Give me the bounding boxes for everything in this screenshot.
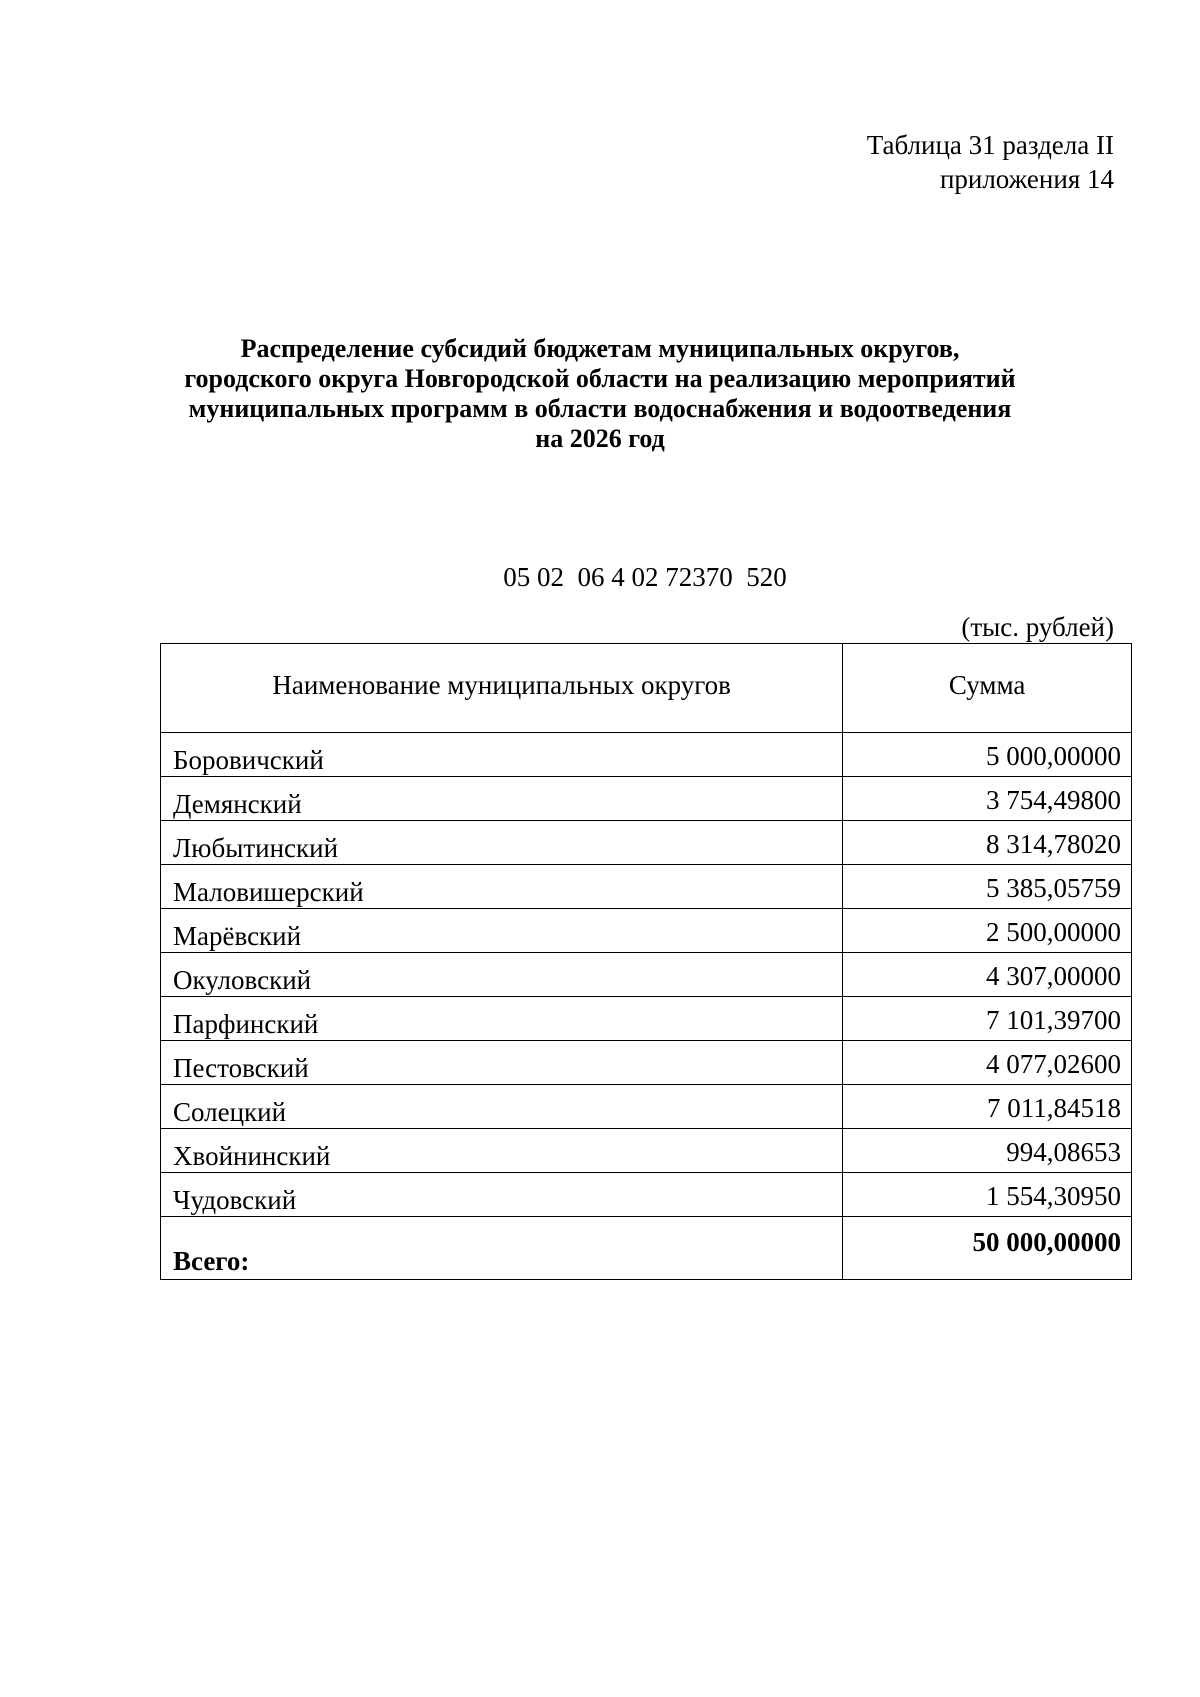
budget-code: 05 02 06 4 02 72370 520 — [503, 562, 787, 592]
district-name: Маловишерский — [161, 865, 843, 909]
district-name: Окуловский — [161, 953, 843, 997]
document-title — [150, 334, 1050, 454]
header-name: Наименование муниципальных округов — [161, 644, 843, 733]
district-sum: 1 554,30950 — [843, 1173, 1132, 1217]
header-sum: Сумма — [843, 644, 1132, 733]
table-row — [161, 777, 1132, 821]
total-label: Всего: — [161, 1217, 843, 1280]
table-row — [161, 997, 1132, 1041]
table-row — [161, 1173, 1132, 1217]
table-row — [161, 1085, 1132, 1129]
district-sum: 5 000,00000 — [843, 733, 1132, 777]
table-total-row — [161, 1217, 1132, 1280]
district-name: Любытинский — [161, 821, 843, 865]
total-sum: 50 000,00000 — [843, 1217, 1132, 1280]
table-reference — [867, 128, 1114, 196]
table-row — [161, 865, 1132, 909]
distribution-table — [160, 643, 1132, 1280]
table-row — [161, 733, 1132, 777]
district-name: Демянский — [161, 777, 843, 821]
district-sum: 4 077,02600 — [843, 1041, 1132, 1085]
district-name: Солецкий — [161, 1085, 843, 1129]
district-name: Пестовский — [161, 1041, 843, 1085]
district-sum: 5 385,05759 — [843, 865, 1132, 909]
title-line4: на 2026 год — [535, 424, 665, 453]
table-body — [161, 733, 1132, 1280]
district-sum: 8 314,78020 — [843, 821, 1132, 865]
table-reference-line1: Таблица 31 раздела II — [866, 130, 1114, 160]
title-line2: городского округа Новгородской области на реализацию мероприятий — [184, 364, 1016, 393]
district-name: Боровичский — [161, 733, 843, 777]
table-row — [161, 909, 1132, 953]
table-header-row — [161, 644, 1132, 733]
district-name: Хвойнинский — [161, 1129, 843, 1173]
district-sum: 994,08653 — [843, 1129, 1132, 1173]
table-row — [161, 821, 1132, 865]
district-sum: 3 754,49800 — [843, 777, 1132, 821]
district-name: Чудовский — [161, 1173, 843, 1217]
district-sum: 7 101,39700 — [843, 997, 1132, 1041]
district-sum: 2 500,00000 — [843, 909, 1132, 953]
unit-label: (тыс. рублей) — [961, 612, 1114, 642]
table-row — [161, 1041, 1132, 1085]
table-row — [161, 1129, 1132, 1173]
table-row — [161, 953, 1132, 997]
title-line1: Распределение субсидий бюджетам муниципальных округов, — [240, 334, 960, 363]
district-name: Марёвский — [161, 909, 843, 953]
title-line3: муниципальных программ в области водоснабжения и водоотведения — [188, 394, 1012, 423]
district-sum: 7 011,84518 — [843, 1085, 1132, 1129]
district-sum: 4 307,00000 — [843, 953, 1132, 997]
district-name: Парфинский — [161, 997, 843, 1041]
table-reference-line2: приложения 14 — [939, 164, 1114, 194]
